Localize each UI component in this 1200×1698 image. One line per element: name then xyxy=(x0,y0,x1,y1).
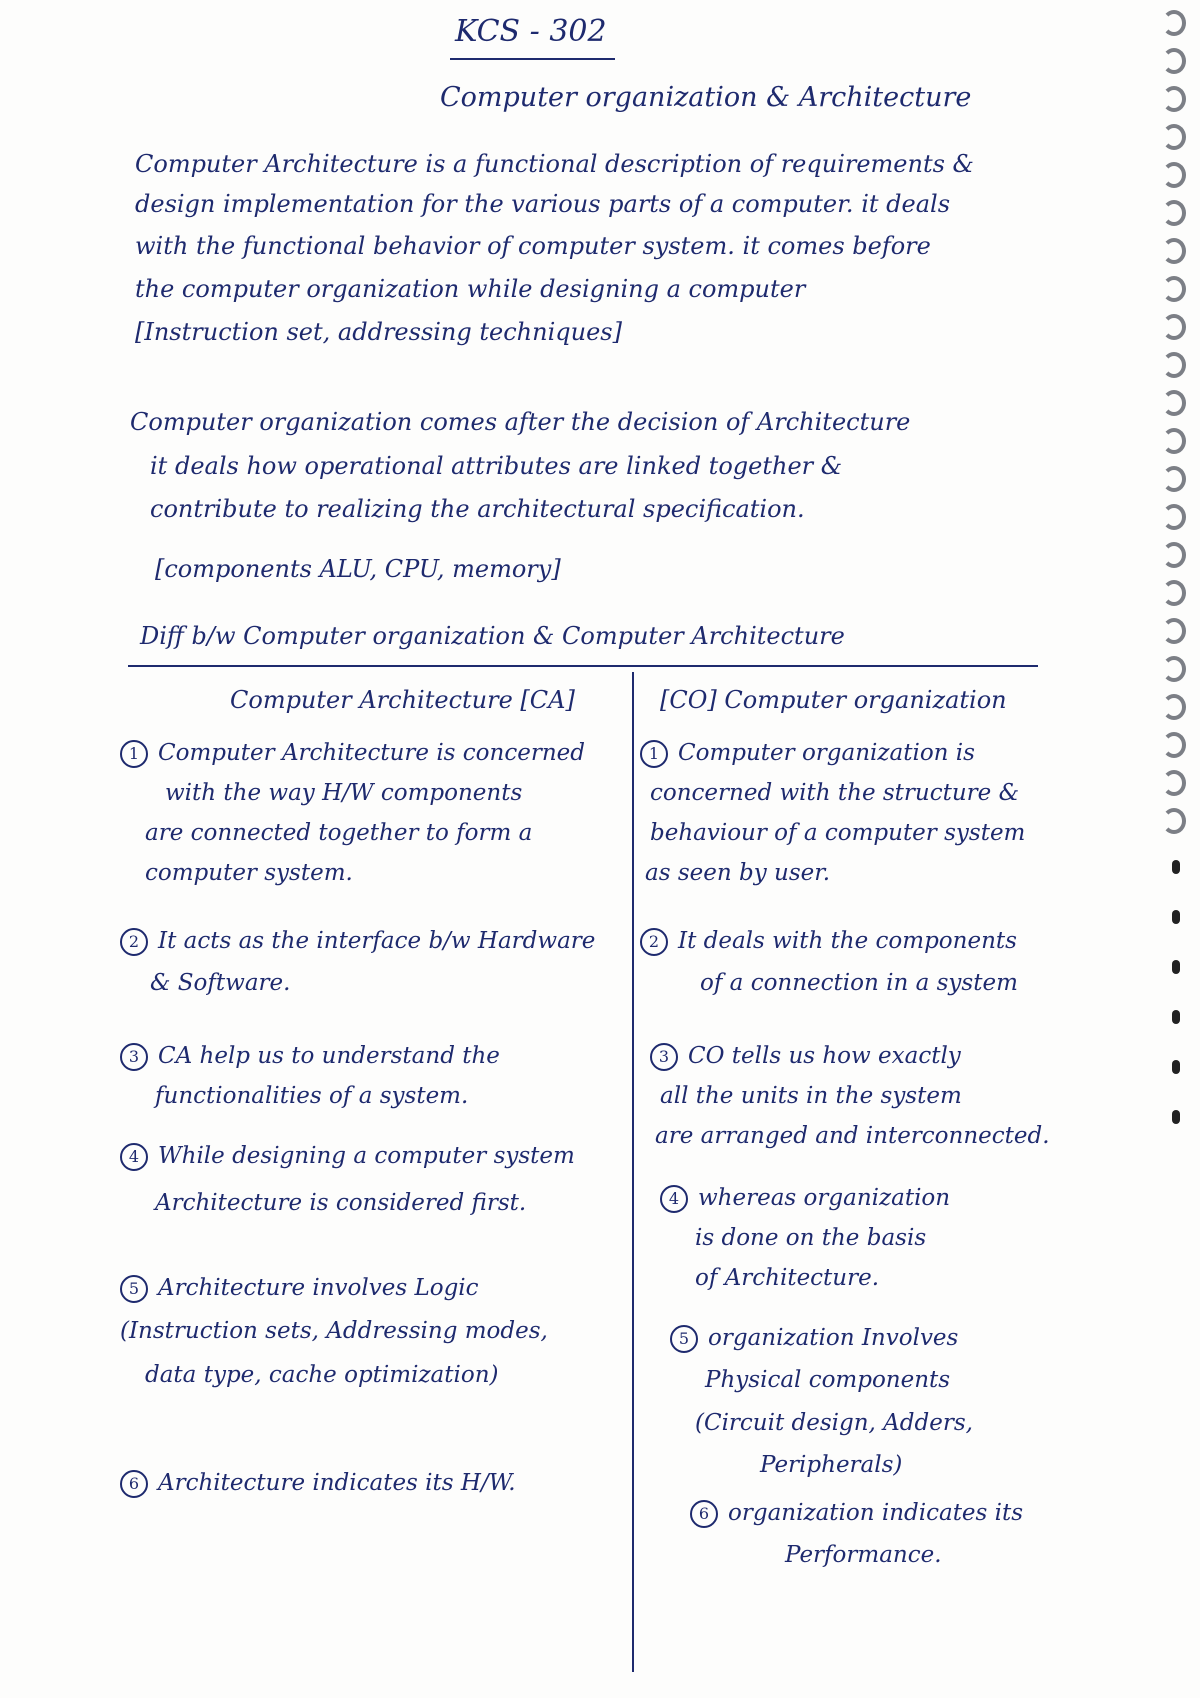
arch-line-4: the computer organization while designing a computer xyxy=(135,275,806,303)
co-point-5-line-2: Physical components xyxy=(705,1367,951,1393)
spiral-ring xyxy=(1162,770,1186,796)
spiral-ring xyxy=(1162,428,1186,454)
ca-point-6-number: 6 xyxy=(120,1470,148,1498)
spiral-ring xyxy=(1162,124,1186,150)
co-point-5-line-4: Peripherals) xyxy=(760,1452,903,1478)
ca-point-5-line-3: data type, cache optimization) xyxy=(145,1362,499,1388)
spiral-ring xyxy=(1162,808,1186,834)
ca-point-5-line-2: (Instruction sets, Addressing modes, xyxy=(120,1318,548,1344)
ca-point-1 xyxy=(120,740,585,768)
ca-point-3 xyxy=(120,1043,500,1071)
spiral-ring xyxy=(1162,732,1186,758)
co-point-5 xyxy=(670,1325,958,1353)
co-point-1-line-4: as seen by user. xyxy=(645,860,831,886)
co-point-6-number: 6 xyxy=(690,1500,718,1528)
arch-line-5: [Instruction set, addressing techniques] xyxy=(135,318,622,346)
binding-hole xyxy=(1172,1110,1180,1124)
co-point-1-number: 1 xyxy=(640,740,668,768)
spiral-ring xyxy=(1162,238,1186,264)
spiral-ring xyxy=(1162,10,1186,36)
co-point-1-line-3: behaviour of a computer system xyxy=(650,820,1026,846)
binding-hole xyxy=(1172,1010,1180,1024)
co-point-4-line-2: is done on the basis xyxy=(695,1225,927,1251)
arch-line-2: design implementation for the various parts of a computer. it deals xyxy=(135,190,951,218)
ca-point-4-text: While designing a computer system xyxy=(158,1143,575,1169)
ca-point-2-text: It acts as the interface b/w Hardware xyxy=(158,928,596,954)
spiral-ring xyxy=(1162,466,1186,492)
co-point-2-text: It deals with the components xyxy=(678,928,1017,954)
co-column-header: [CO] Computer organization xyxy=(660,686,1007,714)
co-point-5-text: organization Involves xyxy=(708,1325,959,1351)
co-point-3-text: CO tells us how exactly xyxy=(688,1043,961,1069)
spiral-ring xyxy=(1162,86,1186,112)
ca-point-6 xyxy=(120,1470,516,1498)
spiral-ring xyxy=(1162,694,1186,720)
co-point-5-line-3: (Circuit design, Adders, xyxy=(695,1410,973,1436)
co-point-6-text: organization indicates its xyxy=(728,1500,1024,1526)
org-line-4: [components ALU, CPU, memory] xyxy=(155,555,561,583)
co-point-3 xyxy=(650,1043,961,1071)
co-point-4-line-3: of Architecture. xyxy=(695,1265,880,1291)
ca-point-4 xyxy=(120,1143,575,1171)
co-point-3-line-2: all the units in the system xyxy=(660,1083,962,1109)
spiral-ring xyxy=(1162,162,1186,188)
co-point-1-text: Computer organization is xyxy=(678,740,975,766)
co-point-3-line-3: are arranged and interconnected. xyxy=(655,1123,1050,1149)
page-title: Computer organization & Architecture xyxy=(440,82,972,113)
ca-point-4-number: 4 xyxy=(120,1143,148,1171)
ca-point-6-text: Architecture indicates its H/W. xyxy=(158,1470,516,1496)
binding-hole xyxy=(1172,960,1180,974)
spiral-ring xyxy=(1162,504,1186,530)
org-line-3: contribute to realizing the architectural specification. xyxy=(150,495,805,523)
ca-point-1-text: Computer Architecture is concerned xyxy=(158,740,585,766)
table-column-divider xyxy=(632,672,634,1672)
course-code: KCS - 302 xyxy=(455,14,607,49)
ca-point-3-number: 3 xyxy=(120,1043,148,1071)
ca-point-3-line-2: functionalities of a system. xyxy=(155,1083,469,1109)
org-line-1: Computer organization comes after the decision of Architecture xyxy=(130,408,911,436)
diff-heading: Diff b/w Computer organization & Computer Architecture xyxy=(140,622,845,650)
co-point-1-line-2: concerned with the structure & xyxy=(650,780,1020,806)
co-point-6-line-2: Performance. xyxy=(785,1542,942,1568)
co-point-2-line-2: of a connection in a system xyxy=(700,970,1018,996)
ca-point-2-number: 2 xyxy=(120,928,148,956)
spiral-ring xyxy=(1162,314,1186,340)
ca-point-5 xyxy=(120,1275,479,1303)
spiral-ring xyxy=(1162,276,1186,302)
ca-column-header: Computer Architecture [CA] xyxy=(230,686,575,714)
arch-line-3: with the functional behavior of computer system. it comes before xyxy=(135,232,931,260)
spiral-ring xyxy=(1162,542,1186,568)
ca-point-5-number: 5 xyxy=(120,1275,148,1303)
spiral-ring xyxy=(1162,390,1186,416)
co-point-5-number: 5 xyxy=(670,1325,698,1353)
co-point-1 xyxy=(640,740,975,768)
co-point-4-number: 4 xyxy=(660,1185,688,1213)
ca-point-3-text: CA help us to understand the xyxy=(158,1043,500,1069)
ca-point-1-line-4: computer system. xyxy=(145,860,353,886)
ca-point-2 xyxy=(120,928,595,956)
binding-hole xyxy=(1172,860,1180,874)
ca-point-1-line-2: with the way H/W components xyxy=(165,780,523,806)
ca-point-1-number: 1 xyxy=(120,740,148,768)
co-point-4-text: whereas organization xyxy=(698,1185,951,1211)
binding-hole xyxy=(1172,1060,1180,1074)
ca-point-1-line-3: are connected together to form a xyxy=(145,820,533,846)
co-point-2-number: 2 xyxy=(640,928,668,956)
table-top-rule xyxy=(128,665,1038,667)
co-point-6 xyxy=(690,1500,1023,1528)
spiral-ring xyxy=(1162,352,1186,378)
ca-point-4-line-2: Architecture is considered first. xyxy=(155,1190,527,1216)
spiral-ring xyxy=(1162,200,1186,226)
spiral-ring xyxy=(1162,656,1186,682)
spiral-binding xyxy=(1152,10,1192,1670)
course-code-underline xyxy=(450,58,615,60)
co-point-2 xyxy=(640,928,1017,956)
co-point-3-number: 3 xyxy=(650,1043,678,1071)
ca-point-2-line-2: & Software. xyxy=(150,970,291,996)
spiral-ring xyxy=(1162,618,1186,644)
co-point-4 xyxy=(660,1185,950,1213)
spiral-ring xyxy=(1162,48,1186,74)
spiral-ring xyxy=(1162,580,1186,606)
org-line-2: it deals how operational attributes are linked together & xyxy=(150,452,843,480)
ca-point-5-text: Architecture involves Logic xyxy=(158,1275,479,1301)
binding-hole xyxy=(1172,910,1180,924)
arch-line-1: Computer Architecture is a functional description of requirements & xyxy=(135,150,974,178)
